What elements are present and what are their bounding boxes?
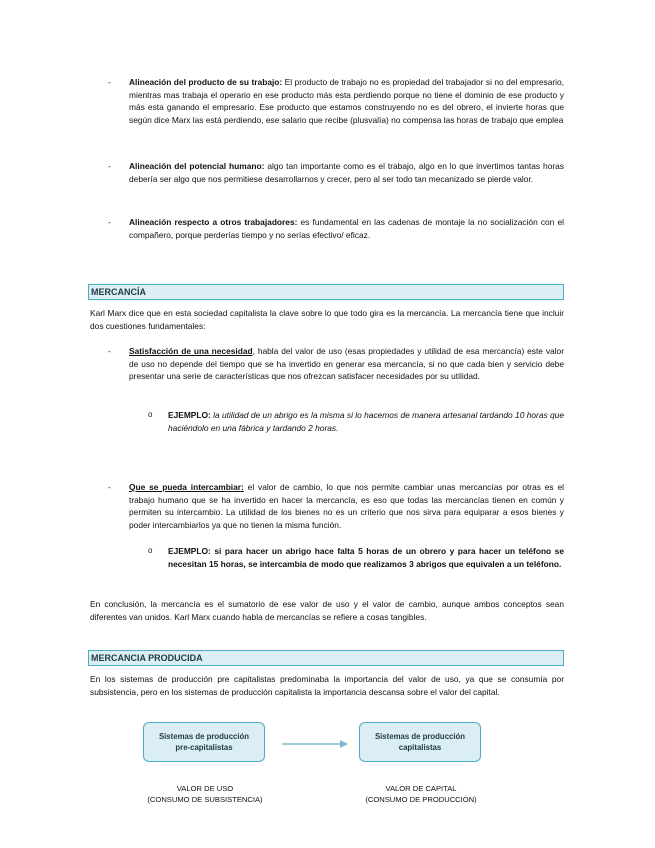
item-text: algo tan importante como es el trabajo, algo en lo que invertimos tantas horas debería ser algo que nos permitiese desarrollarnos y crecer, pero al ser todo tan mecanizado se pierde valor. <box>129 161 564 184</box>
alienation-item-product <box>108 76 564 126</box>
item-title: Alineación respecto a otros trabajadores: <box>129 217 298 227</box>
item-text: El producto de trabajo no es propiedad del trabajador si no del empresario, mientras mas trabaja el operario en ese producto más esta perdiendo porque no tiene el dominio de ese producto y más esta ganando el empresario. Ese producto que estamos construyendo no es del obrero, el invierte horas que según dice Marx las está perdiendo, ese salario que recibe (plusvalía) no compensa las horas de trabajo que emplea <box>129 77 564 125</box>
caption-line: VALOR DE USO <box>176 784 234 793</box>
item-title: Satisfacción de una necesidad <box>129 346 253 356</box>
diagram-box-capitalist: Sistemas de producción capitalistas <box>359 722 481 762</box>
section-heading-producida: MERCANCIA PRODUCIDA <box>88 650 564 666</box>
caption-line: VALOR DE CAPITAL <box>385 784 457 793</box>
section-heading-mercancia: MERCANCÍA <box>88 284 564 300</box>
example-telefono <box>148 545 564 570</box>
producida-intro: En los sistemas de producción pre capitalistas predominaba la importancia del valor de uso, ya que se consumía por subsistencia, pero en los sistemas de producción capitalista la importancia descansa sobre el valor del capital. <box>90 674 564 697</box>
dash-bullet: - <box>108 77 111 87</box>
item-title: Alineación del producto de su trabajo: <box>129 77 283 87</box>
circle-bullet: o <box>148 546 153 555</box>
circle-bullet: o <box>148 410 153 419</box>
dash-bullet: - <box>108 217 111 227</box>
item-title: Que se pueda intercambiar: <box>129 482 244 492</box>
caption-line: (CONSUMO DE SUBSISTENCIA) <box>147 795 263 804</box>
example-abrigo <box>148 409 564 434</box>
diagram-caption-right <box>354 783 488 805</box>
example-text: la utilidad de un abrigo es la misma si lo hacemos de manera artesanal tardando 10 horas que haciéndolo en una fábrica y tardando 2 horas. <box>168 410 564 433</box>
dash-bullet: - <box>108 161 111 171</box>
mercancia-item-necesidad <box>108 345 564 383</box>
item-text: es fundamental en las cadenas de montaje la no socialización con el compañero, porque perderías tiempo y no serías efectivo/ eficaz. <box>129 217 564 240</box>
item-title: Alineación del potencial humano: <box>129 161 265 171</box>
diagram-arrow <box>280 737 350 751</box>
example-text: si para hacer un abrigo hace falta 5 horas de un obrero y para hacer un teléfono se necesitan 15 horas, se intercambia de modo que realizamos 3 abrigos que equivalen a un teléfono. <box>168 546 564 569</box>
dash-bullet: - <box>108 346 111 356</box>
dash-bullet: - <box>108 482 111 492</box>
mercancia-conclusion: En conclusión, la mercancía es el sumatorio de ese valor de uso y el valor de cambio, aunque ambos conceptos sean diferentes van unidos. Karl Marx cuando habla de mercancías se refiere a cosas tangibles. <box>90 599 564 622</box>
caption-line: (CONSUMO DE PRODUCCIÓN) <box>365 795 477 804</box>
item-text: , habla del valor de uso (esas propiedades y utilidad de esa mercancía) este valor de uso no depende del tiempo que se ha invertido en generar esa mercancía, si no que cada bien y servicio debe presentar una serie de características que nos ofrezcan satisfacer necesidades por su utilidad. <box>129 346 564 382</box>
example-label: EJEMPLO: <box>168 546 211 556</box>
mercancia-item-intercambio <box>108 481 564 531</box>
diagram-caption-left <box>138 783 272 805</box>
example-label: EJEMPLO: <box>168 410 211 420</box>
alienation-item-workers <box>108 216 564 241</box>
alienation-item-human-potential <box>108 160 564 185</box>
item-text: el valor de cambio, lo que nos permite cambiar unas mercancías por otras es el trabajo humano que se ha invertido en hacer la mercancía, es eso que todas las mercancías tienen en común y permiten su intercambio. La utilidad de los bienes no es un criterio que nos sirva para equiparar a esos bienes y poder intercambiarlos ya que no tienen la misma función. <box>129 482 564 530</box>
mercancia-intro: Karl Marx dice que en esta sociedad capitalista la clave sobre lo que todo gira es la mercancía. La mercancía tiene que incluir dos cuestiones fundamentales: <box>90 308 564 331</box>
diagram-box-precapitalist: Sistemas de producción pre-capitalistas <box>143 722 265 762</box>
